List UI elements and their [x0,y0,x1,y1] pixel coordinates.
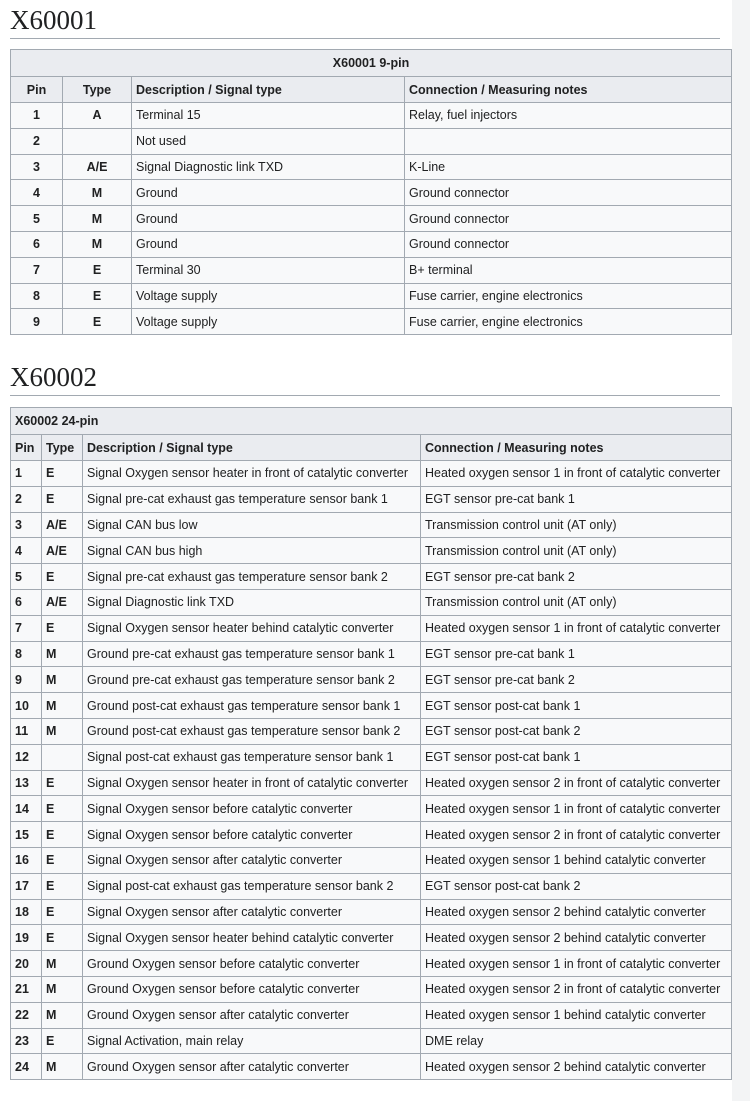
pin-cell: 15 [11,822,42,848]
table-row [11,257,732,283]
description-cell: Ground [132,180,405,206]
table-row [11,154,732,180]
type-cell: M [42,976,83,1002]
connection-cell: Heated oxygen sensor 1 in front of catalytic converter [421,461,732,487]
type-cell: E [42,796,83,822]
column-header-description: Description / Signal type [132,77,405,103]
type-cell: A/E [63,154,132,180]
pin-cell: 14 [11,796,42,822]
column-header-type: Type [42,435,83,461]
table-row [11,461,732,487]
description-cell: Ground [132,206,405,232]
connection-cell: Heated oxygen sensor 2 in front of catalytic converter [421,976,732,1002]
table-row [11,564,732,590]
description-cell: Ground pre-cat exhaust gas temperature sensor bank 2 [83,667,421,693]
scrollbar-gutter[interactable] [732,0,750,1101]
table-row [11,1054,732,1080]
pin-table-x60001 [10,49,732,335]
pin-cell: 6 [11,589,42,615]
type-cell: E [42,461,83,487]
table-row [11,538,732,564]
table-row [11,1002,732,1028]
connection-cell: EGT sensor post-cat bank 1 [421,693,732,719]
description-cell: Signal Oxygen sensor heater in front of catalytic converter [83,770,421,796]
description-cell: Not used [132,128,405,154]
description-cell: Signal Oxygen sensor before catalytic converter [83,822,421,848]
pin-cell: 16 [11,847,42,873]
pin-cell: 5 [11,206,63,232]
table-row [11,693,732,719]
table-row [11,873,732,899]
table-row [11,231,732,257]
table-row [11,589,732,615]
description-cell: Signal Oxygen sensor heater in front of catalytic converter [83,461,421,487]
table-row [11,283,732,309]
description-cell: Voltage supply [132,309,405,335]
column-header-pin: Pin [11,435,42,461]
type-cell [63,128,132,154]
connection-cell: Heated oxygen sensor 2 in front of catalytic converter [421,822,732,848]
connection-cell: EGT sensor pre-cat bank 1 [421,641,732,667]
type-cell: A [63,103,132,129]
type-cell: A/E [42,589,83,615]
pin-cell: 1 [11,103,63,129]
table-row [11,744,732,770]
column-header-type: Type [63,77,132,103]
pin-cell: 17 [11,873,42,899]
description-cell: Signal CAN bus high [83,538,421,564]
description-cell: Signal Oxygen sensor after catalytic converter [83,847,421,873]
pin-cell: 2 [11,486,42,512]
description-cell: Signal post-cat exhaust gas temperature sensor bank 1 [83,744,421,770]
pin-cell: 7 [11,257,63,283]
pin-cell: 21 [11,976,42,1002]
pin-cell: 3 [11,154,63,180]
connection-cell: Heated oxygen sensor 2 in front of catalytic converter [421,770,732,796]
connection-cell: Heated oxygen sensor 1 behind catalytic converter [421,847,732,873]
pin-cell: 9 [11,309,63,335]
pin-cell: 8 [11,641,42,667]
section-heading-x60001: X60001 [10,5,720,39]
type-cell: E [63,309,132,335]
type-cell: E [42,1028,83,1054]
description-cell: Signal Diagnostic link TXD [132,154,405,180]
type-cell: M [63,206,132,232]
connection-cell [405,128,732,154]
type-cell: E [63,283,132,309]
table-row [11,718,732,744]
description-cell: Signal Diagnostic link TXD [83,589,421,615]
pin-cell: 19 [11,925,42,951]
pin-cell: 24 [11,1054,42,1080]
pin-cell: 7 [11,615,42,641]
type-cell: E [42,615,83,641]
pin-cell: 2 [11,128,63,154]
type-cell: E [42,873,83,899]
column-header-connection: Connection / Measuring notes [405,77,732,103]
connection-cell: EGT sensor post-cat bank 2 [421,718,732,744]
pin-cell: 8 [11,283,63,309]
pin-cell: 11 [11,718,42,744]
table-row [11,180,732,206]
description-cell: Signal Oxygen sensor after catalytic converter [83,899,421,925]
table-row [11,847,732,873]
type-cell: M [42,1002,83,1028]
pin-cell: 6 [11,231,63,257]
type-cell: E [42,899,83,925]
description-cell: Terminal 15 [132,103,405,129]
description-cell: Ground post-cat exhaust gas temperature sensor bank 1 [83,693,421,719]
pin-cell: 23 [11,1028,42,1054]
pin-cell: 12 [11,744,42,770]
column-header-description: Description / Signal type [83,435,421,461]
pin-cell: 5 [11,564,42,590]
pin-cell: 18 [11,899,42,925]
column-header-connection: Connection / Measuring notes [421,435,732,461]
connection-cell: Heated oxygen sensor 2 behind catalytic converter [421,1054,732,1080]
description-cell: Ground Oxygen sensor before catalytic converter [83,976,421,1002]
table-row [11,128,732,154]
connection-cell: Fuse carrier, engine electronics [405,309,732,335]
table-body [11,461,732,1080]
type-cell: M [42,667,83,693]
description-cell: Signal Oxygen sensor heater behind catalytic converter [83,615,421,641]
type-cell: E [63,257,132,283]
table-row [11,951,732,977]
connection-cell: Relay, fuel injectors [405,103,732,129]
description-cell: Ground Oxygen sensor after catalytic converter [83,1054,421,1080]
table-row [11,512,732,538]
description-cell: Terminal 30 [132,257,405,283]
type-cell: M [42,718,83,744]
pin-table-x60002 [10,407,732,1080]
connection-cell: Heated oxygen sensor 1 in front of catalytic converter [421,615,732,641]
connection-cell: Transmission control unit (AT only) [421,512,732,538]
description-cell: Signal Oxygen sensor heater behind catalytic converter [83,925,421,951]
connection-cell: Transmission control unit (AT only) [421,589,732,615]
connection-cell: B+ terminal [405,257,732,283]
table-row [11,309,732,335]
connection-cell: EGT sensor pre-cat bank 2 [421,564,732,590]
table-row [11,486,732,512]
table-title: X60001 9-pin [11,50,732,77]
connection-cell: EGT sensor post-cat bank 2 [421,873,732,899]
connection-cell: Heated oxygen sensor 1 in front of catalytic converter [421,796,732,822]
description-cell: Ground [132,231,405,257]
description-cell: Signal pre-cat exhaust gas temperature sensor bank 2 [83,564,421,590]
table-row [11,976,732,1002]
pin-cell: 20 [11,951,42,977]
description-cell: Ground pre-cat exhaust gas temperature sensor bank 1 [83,641,421,667]
connection-cell: EGT sensor pre-cat bank 1 [421,486,732,512]
table-row [11,899,732,925]
table-row [11,206,732,232]
connection-cell: Transmission control unit (AT only) [421,538,732,564]
table-title: X60002 24-pin [11,408,732,435]
connection-cell: Heated oxygen sensor 2 behind catalytic converter [421,899,732,925]
pin-cell: 4 [11,538,42,564]
pin-cell: 1 [11,461,42,487]
table-row [11,770,732,796]
connection-cell: Ground connector [405,231,732,257]
connection-cell: EGT sensor post-cat bank 1 [421,744,732,770]
type-cell: M [42,1054,83,1080]
connection-cell: Ground connector [405,206,732,232]
type-cell: A/E [42,538,83,564]
type-cell: A/E [42,512,83,538]
connection-cell: K-Line [405,154,732,180]
type-cell: E [42,564,83,590]
connection-cell: Heated oxygen sensor 1 in front of catalytic converter [421,951,732,977]
description-cell: Signal Activation, main relay [83,1028,421,1054]
type-cell [42,744,83,770]
table-row [11,667,732,693]
description-cell: Signal post-cat exhaust gas temperature sensor bank 2 [83,873,421,899]
description-cell: Voltage supply [132,283,405,309]
table-row [11,103,732,129]
description-cell: Signal pre-cat exhaust gas temperature sensor bank 1 [83,486,421,512]
pin-cell: 10 [11,693,42,719]
connection-cell: Fuse carrier, engine electronics [405,283,732,309]
connection-cell: Heated oxygen sensor 1 behind catalytic converter [421,1002,732,1028]
description-cell: Ground Oxygen sensor before catalytic converter [83,951,421,977]
pin-cell: 3 [11,512,42,538]
table-row [11,925,732,951]
type-cell: M [42,951,83,977]
type-cell: M [63,180,132,206]
description-cell: Ground post-cat exhaust gas temperature sensor bank 2 [83,718,421,744]
table-row [11,1028,732,1054]
pin-cell: 13 [11,770,42,796]
section-heading-x60002: X60002 [10,362,720,396]
column-header-pin: Pin [11,77,63,103]
connection-cell: Heated oxygen sensor 2 behind catalytic converter [421,925,732,951]
pin-cell: 4 [11,180,63,206]
connection-cell: EGT sensor pre-cat bank 2 [421,667,732,693]
pin-cell: 9 [11,667,42,693]
description-cell: Signal Oxygen sensor before catalytic converter [83,796,421,822]
type-cell: M [63,231,132,257]
type-cell: E [42,847,83,873]
connection-cell: Ground connector [405,180,732,206]
description-cell: Ground Oxygen sensor after catalytic converter [83,1002,421,1028]
table-row [11,615,732,641]
table-row [11,796,732,822]
type-cell: E [42,770,83,796]
type-cell: E [42,822,83,848]
type-cell: E [42,486,83,512]
pin-cell: 22 [11,1002,42,1028]
type-cell: M [42,693,83,719]
type-cell: E [42,925,83,951]
type-cell: M [42,641,83,667]
table-body [11,103,732,335]
connection-cell: DME relay [421,1028,732,1054]
description-cell: Signal CAN bus low [83,512,421,538]
table-row [11,641,732,667]
table-row [11,822,732,848]
